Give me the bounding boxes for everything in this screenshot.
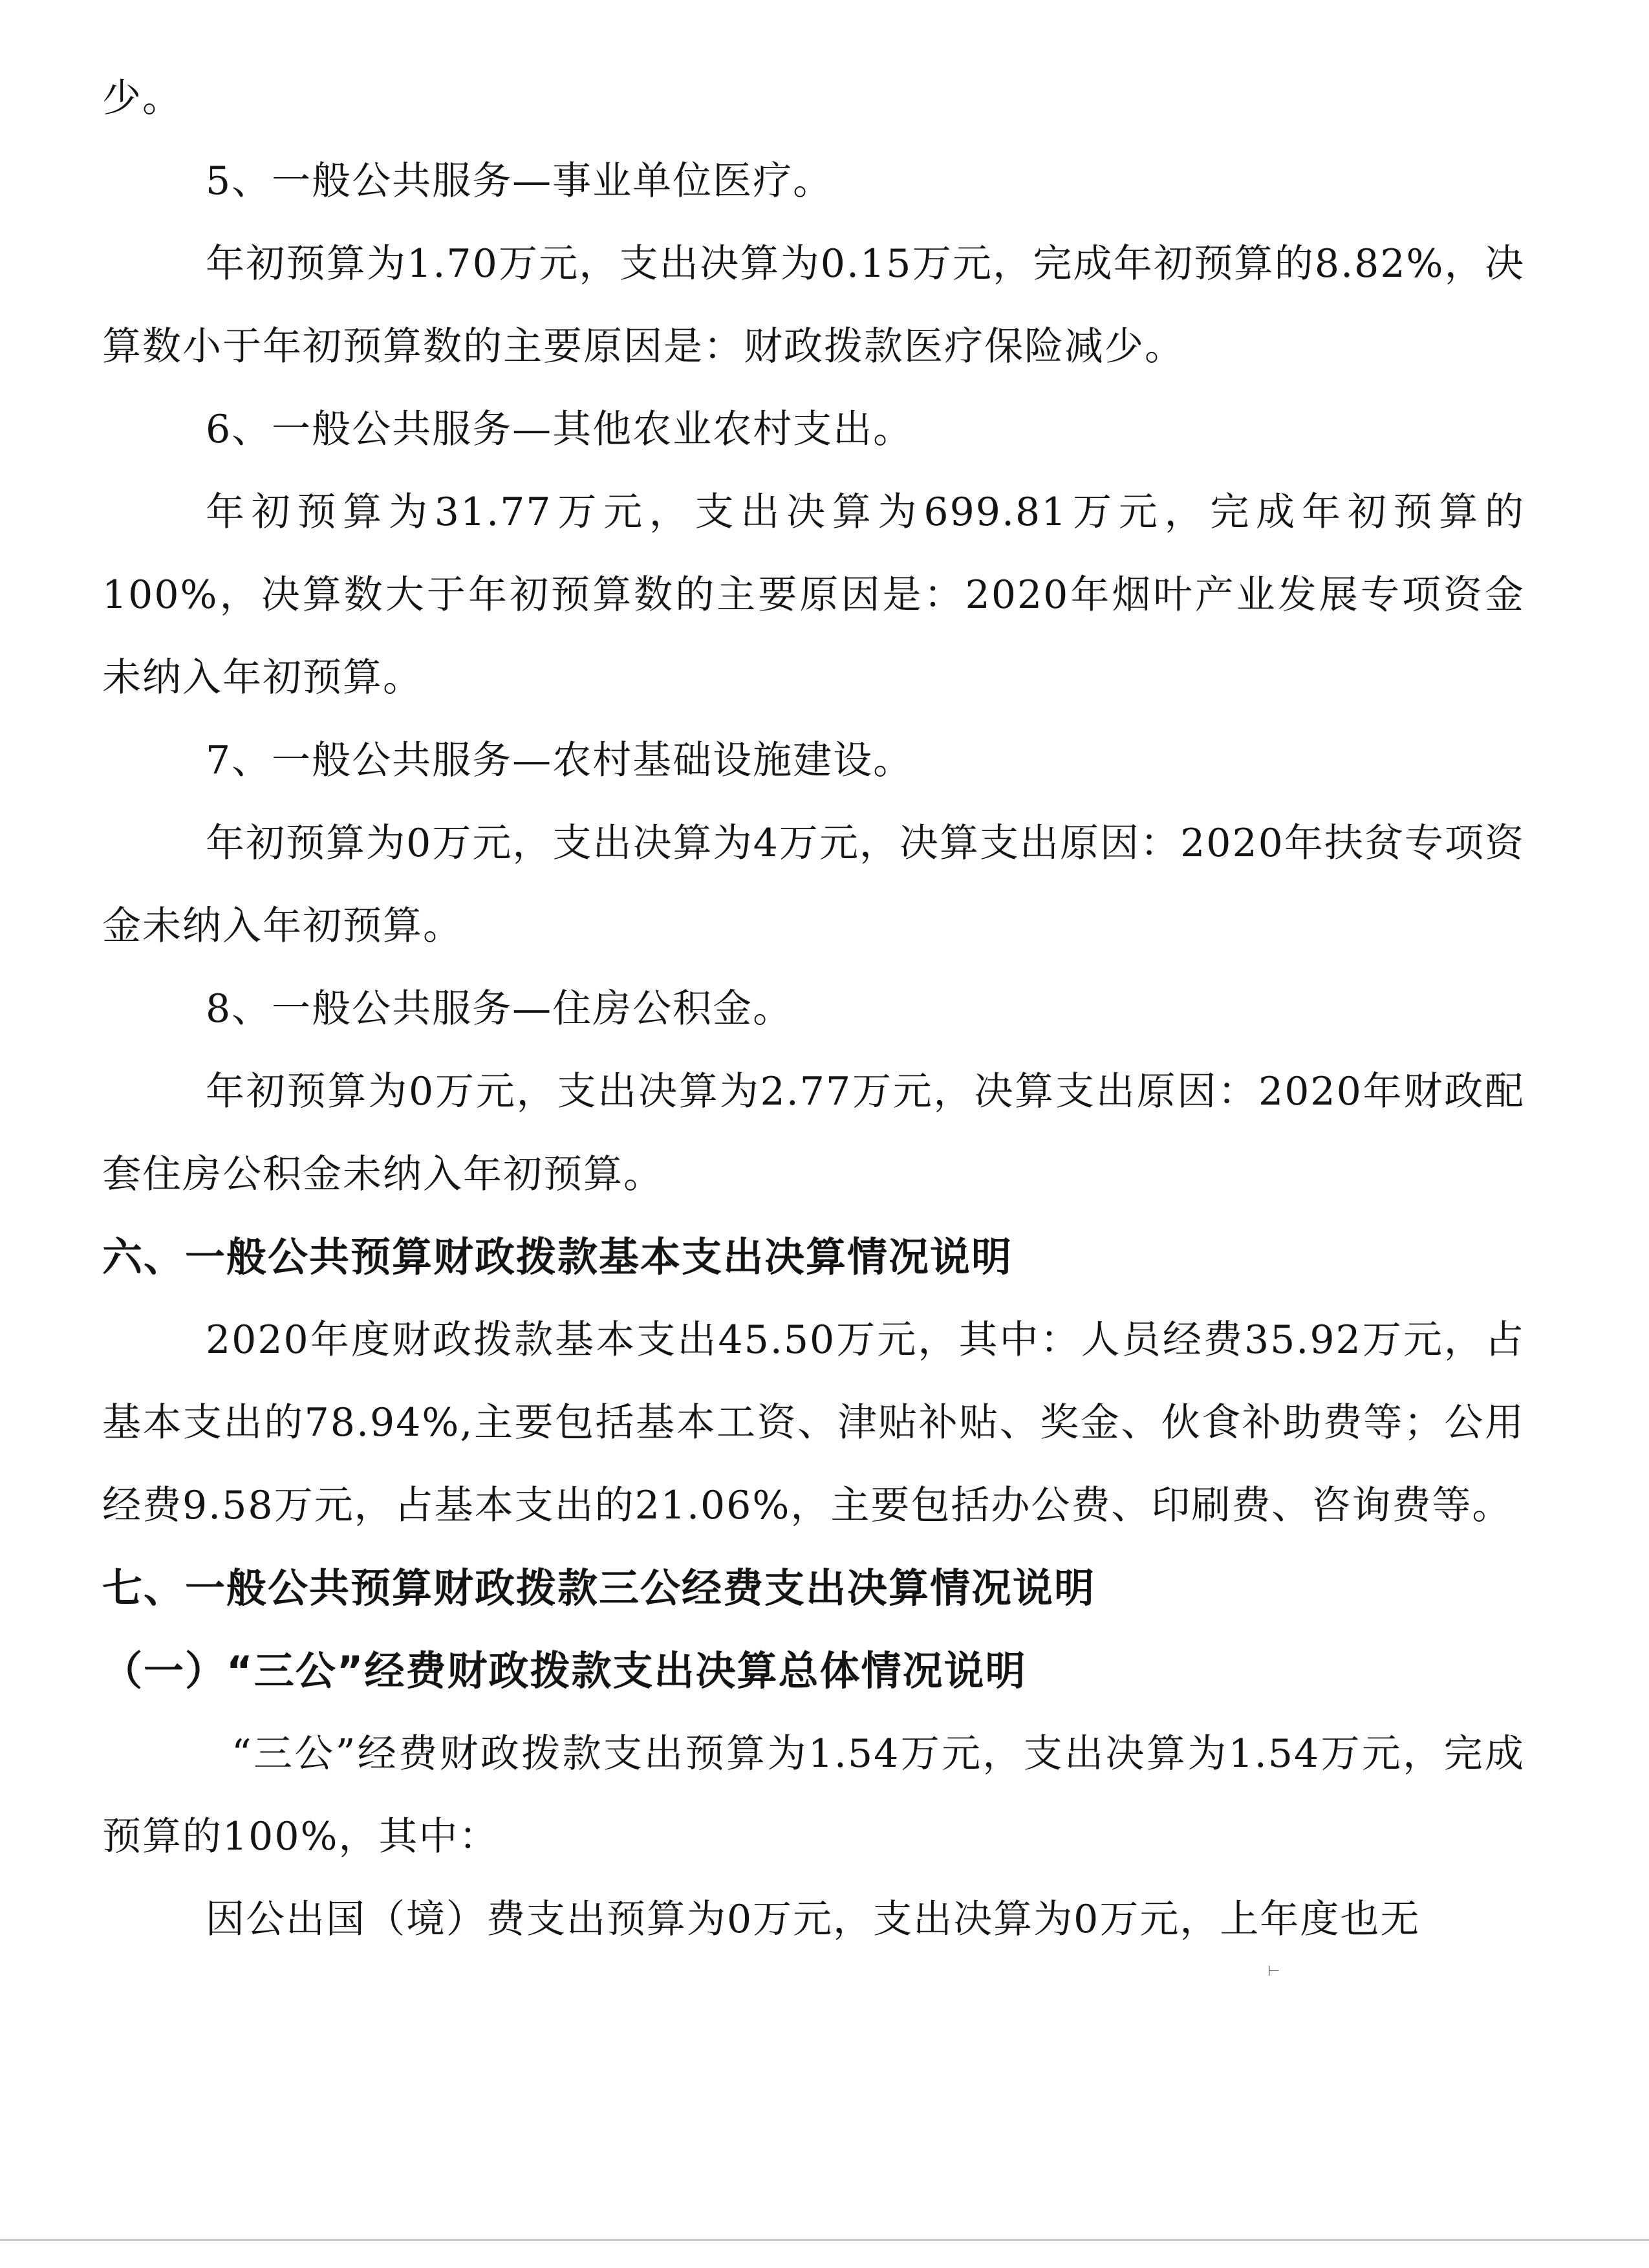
section-7-heading: 七、一般公共预算财政拨款三公经费支出决算情况说明 [102, 1564, 1096, 1612]
subsection-1-body: “三公”经费财政拨款支出预算为1.54万元，支出决算为1.54万元，完成预算的100%，其中： [102, 1731, 1525, 1859]
item-8-body: 年初预算为0万元，支出决算为2.77万元，决算支出原因：2020年财政配套住房公积金未纳入年初预算。 [102, 1069, 1525, 1197]
item-5-title: 5、一般公共服务—事业单位医疗。 [206, 158, 834, 204]
subsection-1-detail: 因公出国（境）费支出预算为0万元，支出决算为0万元，上年度也无 [206, 1897, 1421, 1942]
subsection-1-heading: （一）“三公”经费财政拨款支出决算总体情况说明 [102, 1647, 1027, 1694]
document-page [102, 57, 1525, 1961]
item-7-title: 7、一般公共服务—农村基础设施建设。 [206, 738, 914, 783]
item-7-body: 年初预算为0万元，支出决算为4万元，决算支出原因：2020年扶贫专项资金未纳入年初预算。 [102, 821, 1525, 949]
scan-mark: ⊢ [1267, 1963, 1280, 1980]
scan-edge-line [0, 2239, 1649, 2241]
item-8-title: 8、一般公共服务—住房公积金。 [206, 986, 793, 1031]
paragraph-continuation: 少。 [102, 76, 182, 121]
item-6-title: 6、一般公共服务—其他农业农村支出。 [206, 407, 914, 452]
item-5-body: 年初预算为1.70万元，支出决算为0.15万元，完成年初预算的8.82%，决算数小于年初预算数的主要原因是：财政拨款医疗保险减少。 [102, 241, 1525, 369]
section-6-body: 2020年度财政拨款基本支出45.50万元，其中：人员经费35.92万元，占基本支出的78.94%,主要包括基本工资、津贴补贴、奖金、伙食补助费等；公用经费9.58万元，占基本支出的21.06%，主要包括办公费、印刷费、咨询费等。 [102, 1317, 1525, 1528]
section-6-heading: 六、一般公共预算财政拨款基本支出决算情况说明 [102, 1233, 1013, 1280]
item-6-body: 年初预算为31.77万元，支出决算为699.81万元，完成年初预算的100%，决算数大于年初预算数的主要原因是：2020年烟叶产业发展专项资金未纳入年初预算。 [102, 490, 1525, 700]
